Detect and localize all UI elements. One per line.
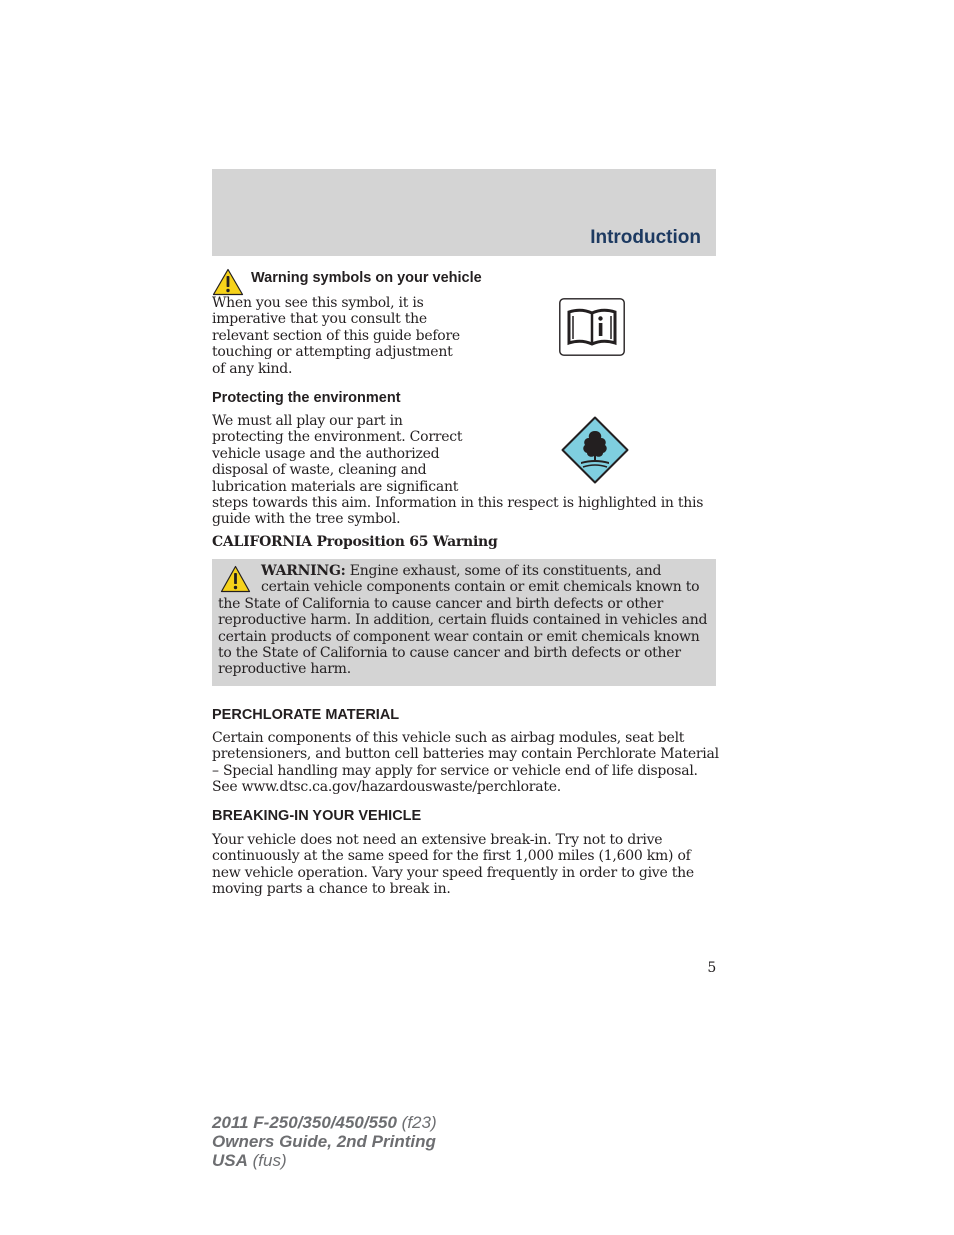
paragraph-line: Certain components of this vehicle such as airbag modules, seat belt [212, 730, 685, 746]
paragraph-line: See www.dtsc.ca.gov/hazardouswaste/perchlorate. [212, 779, 561, 796]
paragraph-line: We must all play our part in [212, 413, 403, 429]
paragraph-line: pretensioners, and button cell batteries may contain Perchlorate Material [212, 746, 719, 763]
paragraph-line: new vehicle operation. Vary your speed frequently in order to give the [212, 864, 694, 881]
paragraph-line: guide with the tree symbol. [212, 511, 401, 528]
footer-market-code: (fus) [247, 1151, 287, 1170]
paragraph-line: of any kind. [212, 360, 293, 377]
footer-market: USA [212, 1151, 248, 1170]
paragraph-line: disposal of waste, cleaning and [212, 462, 427, 479]
paragraph-line: relevant section of this guide before [212, 327, 460, 344]
prop65-warning-box [212, 559, 716, 686]
owner-guide-book-icon [559, 298, 625, 356]
prop65-warning-text [218, 563, 712, 678]
paragraph-line: moving parts a chance to break in. [212, 881, 451, 898]
paragraph-line: continuously at the same speed for the first 1,000 miles (1,600 km) of [212, 848, 691, 865]
section-title: Introduction [590, 227, 701, 248]
paragraph-line: reproductive harm. [218, 661, 351, 678]
paragraph-line: When you see this symbol, it is [212, 295, 424, 311]
paragraph-line: reproductive harm. In addition, certain fluids contained in vehicles and [218, 612, 708, 629]
perchlorate-heading: PERCHLORATE MATERIAL [212, 707, 400, 723]
warning-symbols-heading: Warning symbols on your vehicle [251, 270, 482, 286]
footer-model: 2011 F-250/350/450/550 [212, 1113, 397, 1132]
perchlorate-paragraph [212, 730, 719, 796]
paragraph-line: vehicle usage and the authorized [212, 445, 440, 462]
paragraph-line: – Special handling may apply for service or vehicle end of life disposal. [212, 762, 698, 779]
paragraph-line: touching or attempting adjustment [212, 344, 453, 361]
tree-symbol-icon [561, 416, 629, 484]
warning-label: WARNING: [261, 563, 346, 579]
paragraph-line: to the State of California to cause cancer and birth defects or other [218, 645, 681, 662]
paragraph-line: lubrication materials are significant [212, 478, 459, 495]
paragraph-line: Your vehicle does not need an extensive break-in. Try not to drive [212, 832, 663, 848]
paragraph-line: certain products of component wear contain or emit chemicals known [218, 628, 700, 645]
paragraph-line: protecting the environment. Correct [212, 429, 463, 446]
document-footer [212, 1113, 437, 1170]
page-number: 5 [707, 960, 716, 976]
warning-triangle-icon [212, 268, 244, 296]
paragraph-line: Engine exhaust, some of its constituents, and [345, 563, 662, 579]
environment-paragraph [212, 413, 703, 528]
section-header-band [212, 169, 716, 256]
breaking-in-paragraph [212, 832, 694, 898]
paragraph-line: steps towards this aim. Information in this respect is highlighted in this [212, 495, 704, 512]
footer-edition: Owners Guide, 2nd Printing [212, 1132, 436, 1151]
breaking-in-heading: BREAKING-IN YOUR VEHICLE [212, 808, 422, 824]
paragraph-line: certain vehicle components contain or emit chemicals known to [261, 579, 700, 596]
footer-model-code: (f23) [396, 1113, 437, 1132]
warning-symbols-paragraph [212, 295, 460, 377]
paragraph-line: imperative that you consult the [212, 311, 427, 328]
environment-heading: Protecting the environment [212, 390, 401, 406]
california-heading: CALIFORNIA Proposition 65 Warning [212, 534, 498, 550]
paragraph-line: the State of California to cause cancer and birth defects or other [218, 595, 664, 612]
